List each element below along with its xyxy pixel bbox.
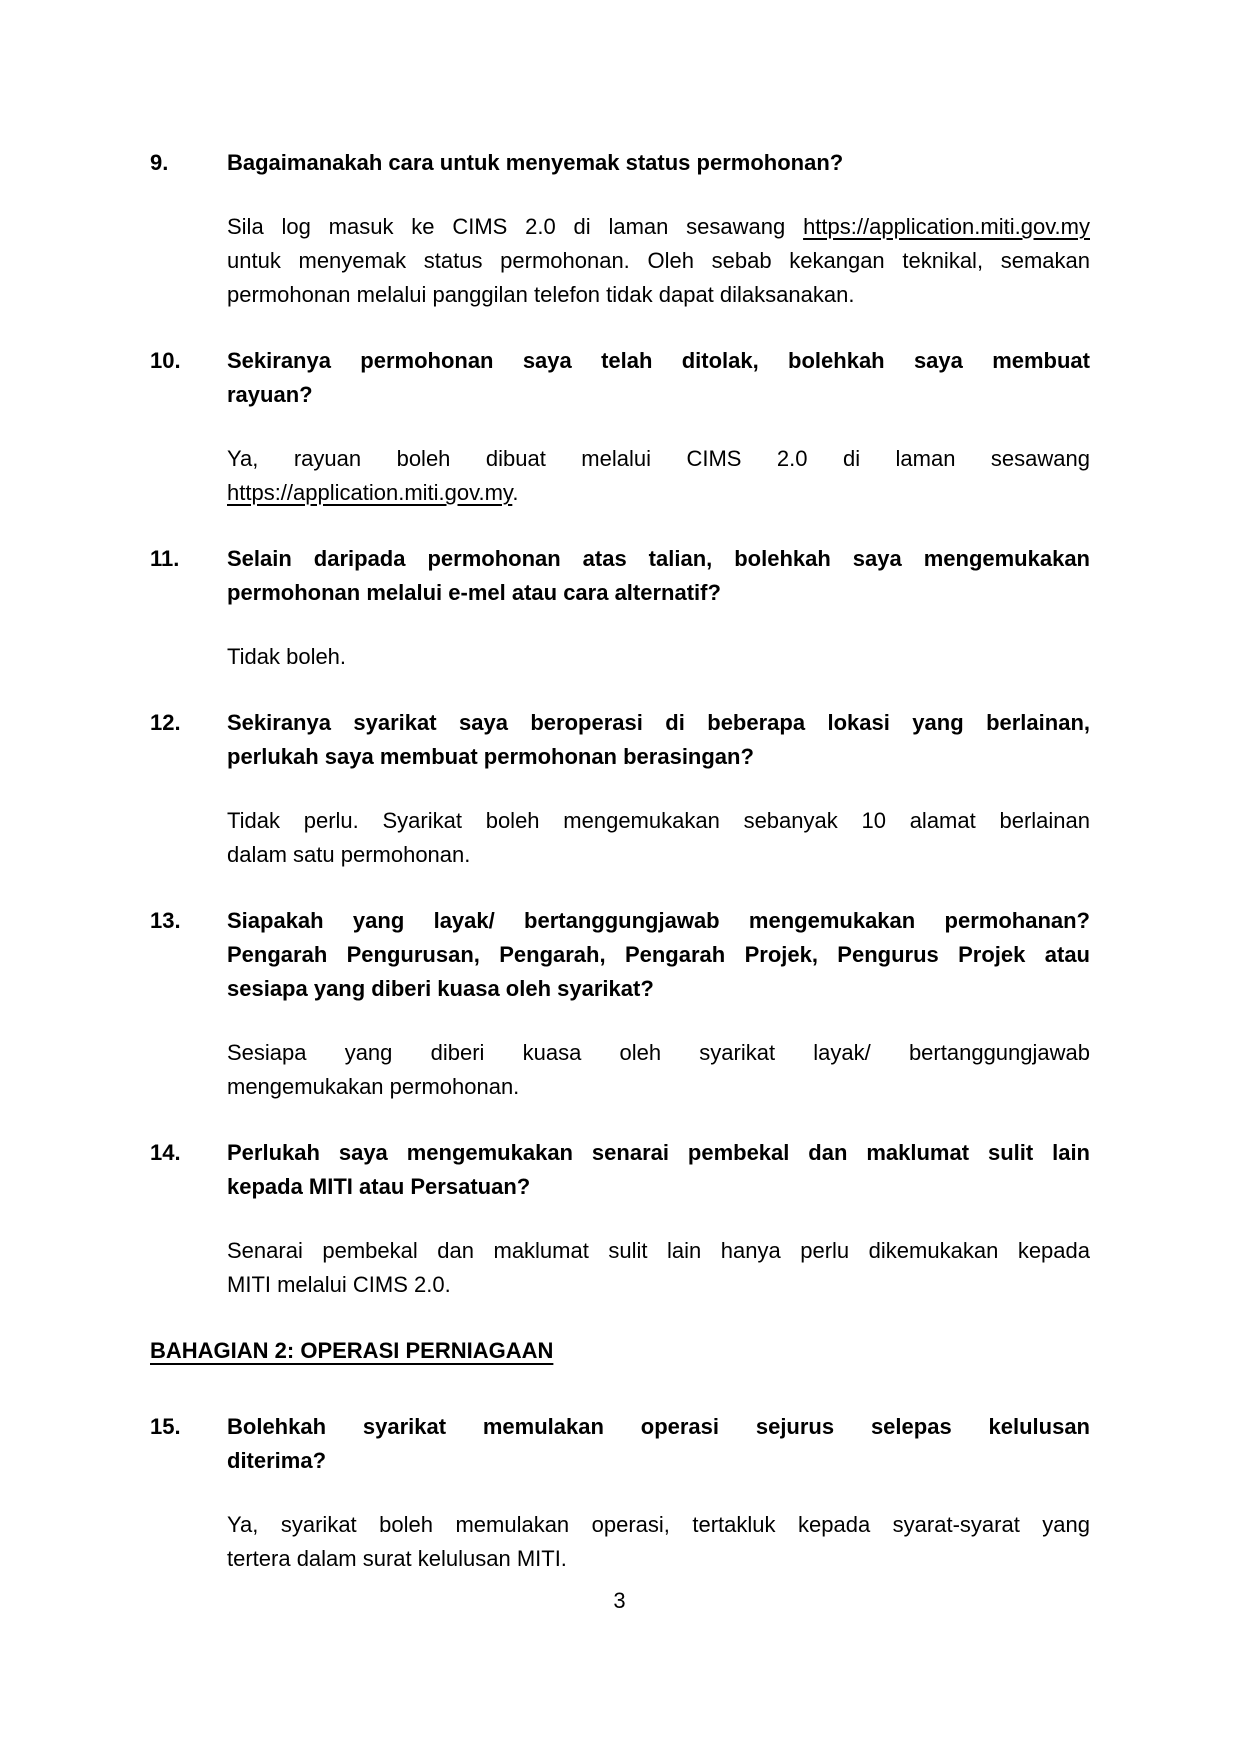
question — [227, 1410, 1090, 1478]
question-number: 11. — [150, 546, 180, 571]
faq-item-12 — [150, 706, 1090, 872]
page-number: 3 — [613, 1588, 626, 1613]
text-line: permohonan melalui e-mel atau cara alternatif? — [227, 580, 721, 605]
faq-item-11 — [150, 542, 1090, 674]
question — [227, 146, 1090, 180]
text-line: mengemukakan permohonan. — [227, 1074, 520, 1099]
faq-item-10 — [150, 344, 1090, 510]
answer — [227, 804, 1090, 872]
faq-item-15 — [150, 1410, 1090, 1576]
text-line: rayuan? — [227, 382, 313, 407]
question-number: 13. — [150, 908, 181, 933]
answer-text-segment: Sila log masuk ke CIMS 2.0 di laman sesawang — [227, 214, 804, 239]
text-line: Perlukah saya mengemukakan senarai pembekal dan maklumat sulit lain — [227, 1140, 1090, 1165]
section-2-heading: BAHAGIAN 2: OPERASI PERNIAGAAN — [150, 1338, 554, 1363]
answer — [227, 210, 1090, 312]
text-line: Bagaimanakah cara untuk menyemak status permohonan? — [227, 150, 844, 175]
answer — [227, 1508, 1090, 1576]
question — [227, 344, 1090, 412]
question-number: 12. — [150, 710, 181, 735]
question — [227, 1136, 1090, 1204]
text-line — [227, 476, 1090, 510]
answer — [227, 640, 1090, 674]
faq-item-14 — [150, 1136, 1090, 1302]
text-line: Ya, rayuan boleh dibuat melalui CIMS 2.0 di laman sesawang — [227, 446, 1090, 471]
answer — [227, 1036, 1090, 1104]
question — [227, 542, 1090, 610]
question — [227, 904, 1090, 1006]
application-miti-link[interactable]: https://application.miti.gov.my — [227, 480, 513, 505]
text-line: perlukah saya membuat permohonan berasingan? — [227, 744, 754, 769]
faq-item-9 — [150, 146, 1090, 312]
text-line: Pengarah Pengurusan, Pengarah, Pengarah Projek, Pengurus Projek atau — [227, 942, 1090, 967]
question — [227, 706, 1090, 774]
text-line: Tidak boleh. — [227, 644, 347, 669]
application-miti-link[interactable]: https://application.miti.gov.my — [803, 214, 1090, 239]
faq-item-13 — [150, 904, 1090, 1104]
text-line: sesiapa yang diberi kuasa oleh syarikat? — [227, 976, 654, 1001]
question-number: 15. — [150, 1414, 181, 1439]
text-line: diterima? — [227, 1448, 327, 1473]
text-line: permohonan melalui panggilan telefon tidak dapat dilaksanakan. — [227, 282, 855, 307]
text-line: Tidak perlu. Syarikat boleh mengemukakan sebanyak 10 alamat berlainan — [227, 808, 1090, 833]
question-number: 9. — [150, 150, 169, 175]
text-line — [227, 210, 1090, 244]
question-number: 14. — [150, 1140, 181, 1165]
text-line: Siapakah yang layak/ bertanggungjawab mengemukakan permohanan? — [227, 908, 1090, 933]
answer — [227, 442, 1090, 510]
text-line: tertera dalam surat kelulusan MITI. — [227, 1546, 567, 1571]
text-line: Ya, syarikat boleh memulakan operasi, tertakluk kepada syarat-syarat yang — [227, 1512, 1090, 1537]
text-line: MITI melalui CIMS 2.0. — [227, 1272, 451, 1297]
text-line: untuk menyemak status permohonan. Oleh sebab kekangan teknikal, semakan — [227, 248, 1090, 273]
text-line: kepada MITI atau Persatuan? — [227, 1174, 531, 1199]
text-line: Selain daripada permohonan atas talian, bolehkah saya mengemukakan — [227, 546, 1090, 571]
answer-text-segment: . — [512, 480, 519, 505]
text-line: Sekiranya permohonan saya telah ditolak, bolehkah saya membuat — [227, 348, 1090, 373]
text-line: Senarai pembekal dan maklumat sulit lain hanya perlu dikemukakan kepada — [227, 1238, 1090, 1263]
text-line: dalam satu permohonan. — [227, 842, 471, 867]
text-line: Bolehkah syarikat memulakan operasi sejurus selepas kelulusan — [227, 1414, 1090, 1439]
text-line: Sesiapa yang diberi kuasa oleh syarikat layak/ bertanggungjawab — [227, 1040, 1090, 1065]
text-line: Sekiranya syarikat saya beroperasi di beberapa lokasi yang berlainan, — [227, 710, 1090, 735]
question-number: 10. — [150, 348, 181, 373]
answer — [227, 1234, 1090, 1302]
